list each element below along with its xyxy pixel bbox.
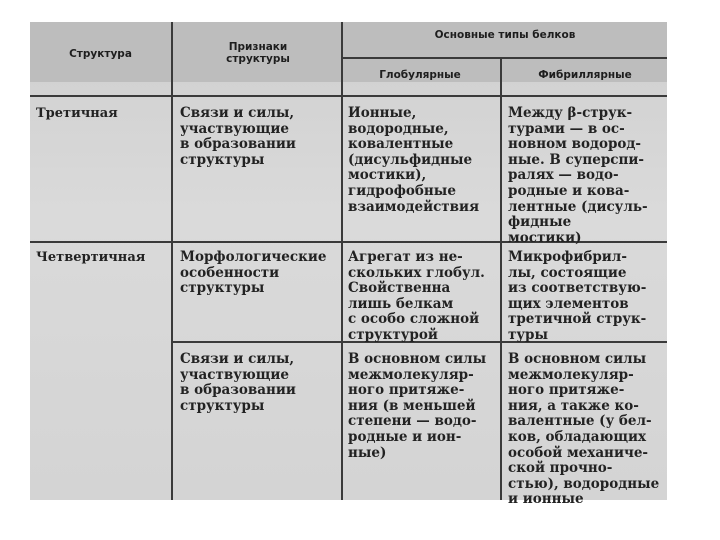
protein-structure-table: [30, 22, 667, 508]
header-structure: Структура: [69, 48, 132, 60]
cell-fibrillar: Микрофибрил- лы, состоящие из соответствую- щих элементов третичной струк- туры: [508, 249, 647, 343]
row-label-tertiary: Третичная: [36, 106, 118, 121]
column-divider: [171, 22, 173, 500]
header-bottom-border: [30, 95, 667, 97]
header-fibrillar: Фибриллярные: [538, 69, 632, 81]
cell-globular: Ионные, водородные, ковалентные (дисульфидные мостики), гидрофобные взаимодействия: [348, 105, 480, 215]
cell-globular: Агрегат из не- скольких глобул. Свойственна лишь белкам с особо сложной структурой: [348, 249, 485, 343]
cell-feature: Морфологические особенности структуры: [180, 249, 327, 297]
cell-globular: В основном силы межмолекуляр- ного притяже- ния (в меньшей степени — водо- родные и ион- ные): [348, 351, 487, 461]
header-globular: Глобулярные: [379, 69, 461, 81]
row-label-quaternary: Четвертичная: [36, 250, 146, 265]
column-divider: [341, 22, 343, 500]
header-main-types: Основные типы белков: [434, 29, 576, 41]
column-divider: [500, 58, 502, 500]
header-features: Признаки структуры: [226, 41, 290, 65]
header-subdivider: [341, 57, 667, 59]
cell-fibrillar: В основном силы межмолекуляр- ного притяже- ния, а также ко- валентные (у бел- ков, обладающих особой механиче- ской прочно- стью), водородные и ионные: [508, 351, 660, 508]
cell-feature: Связи и силы, участвующие в образовании структуры: [180, 351, 296, 414]
cell-feature: Связи и силы, участвующие в образовании структуры: [180, 105, 296, 168]
cell-fibrillar: Между β-струк- турами — в ос- новном водород- ные. В суперспи- ралях — водо- родные и кова- лентные (дисуль- фидные мостики): [508, 105, 648, 246]
